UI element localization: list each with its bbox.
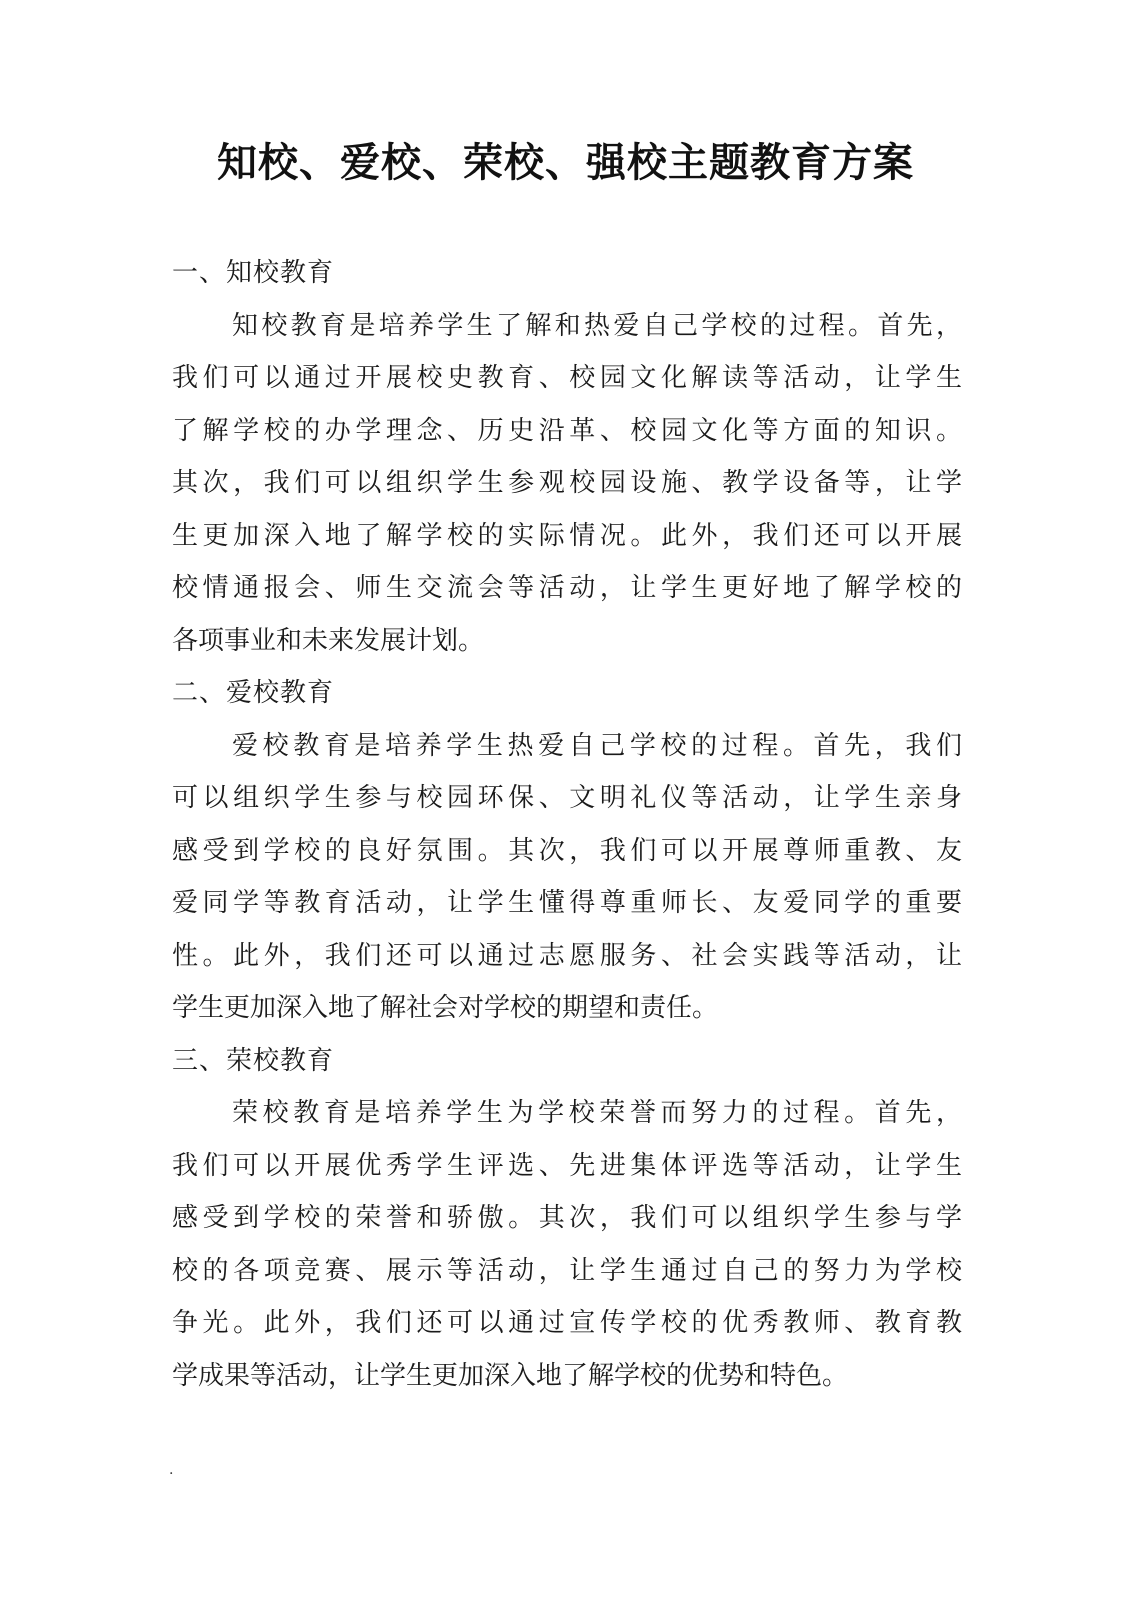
paragraph-line: 了解学校的办学理念、历史沿革、校园文化等方面的知识。 bbox=[172, 415, 962, 446]
footer-mark: . bbox=[169, 1462, 174, 1478]
paragraph-line: 知校教育是培养学生了解和热爱自己学校的过程。首先， bbox=[232, 310, 962, 341]
paragraph-line: 感受到学校的荣誉和骄傲。其次，我们可以组织学生参与学 bbox=[172, 1203, 962, 1233]
paragraph-line: 性。此外，我们还可以通过志愿服务、社会实践等活动，让 bbox=[172, 940, 962, 971]
paragraph-line: 其次，我们可以组织学生参观校园设施、教学设备等，让学 bbox=[172, 468, 962, 498]
section-paragraph bbox=[172, 1087, 962, 1402]
paragraph-line: 学生更加深入地了解社会对学校的期望和责任。 bbox=[172, 993, 719, 1023]
section-paragraph bbox=[172, 720, 962, 1035]
page-title: 知校、爱校、荣校、强校主题教育方案 bbox=[217, 140, 914, 186]
section-honor-school bbox=[172, 1035, 962, 1403]
paragraph-line: 爱同学等教育活动，让学生懂得尊重师长、友爱同学的重要 bbox=[172, 888, 962, 918]
paragraph-line: 校的各项竞赛、展示等活动，让学生通过自己的努力为学校 bbox=[172, 1255, 962, 1286]
section-heading: 二、爱校教育 bbox=[172, 678, 335, 708]
paragraph-line: 爱校教育是培养学生热爱自己学校的过程。首先，我们 bbox=[232, 730, 962, 761]
paragraph-line: 争光。此外，我们还可以通过宣传学校的优秀教师、教育教 bbox=[172, 1308, 962, 1338]
paragraph-line: 学成果等活动，让学生更加深入地了解学校的优势和特色。 bbox=[172, 1360, 849, 1391]
paragraph-line: 可以组织学生参与校园环保、文明礼仪等活动，让学生亲身 bbox=[172, 783, 962, 813]
document-body bbox=[172, 247, 962, 1402]
paragraph-line: 感受到学校的良好氛围。其次，我们可以开展尊师重教、友 bbox=[172, 835, 962, 866]
paragraph-line: 荣校教育是培养学生为学校荣誉而努力的过程。首先， bbox=[232, 1098, 962, 1128]
paragraph-line: 校情通报会、师生交流会等活动，让学生更好地了解学校的 bbox=[172, 573, 962, 603]
paragraph-line: 生更加深入地了解学校的实际情况。此外，我们还可以开展 bbox=[172, 520, 962, 551]
paragraph-line: 我们可以通过开展校史教育、校园文化解读等活动，让学生 bbox=[172, 363, 962, 393]
paragraph-line: 我们可以开展优秀学生评选、先进集体评选等活动，让学生 bbox=[172, 1150, 962, 1181]
section-heading: 一、知校教育 bbox=[172, 258, 335, 288]
section-love-school bbox=[172, 667, 962, 1035]
section-heading: 三、荣校教育 bbox=[172, 1045, 335, 1076]
section-paragraph bbox=[172, 300, 962, 668]
section-know-school bbox=[172, 247, 962, 667]
paragraph-line: 各项事业和未来发展计划。 bbox=[172, 625, 485, 656]
